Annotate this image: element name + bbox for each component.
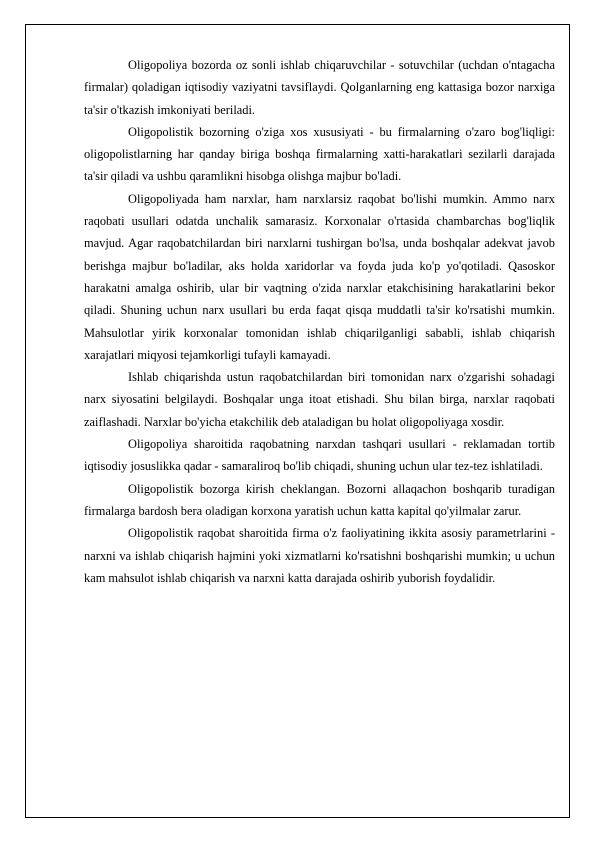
paragraph-market-entry: Oligopolistik bozorga kirish cheklangan. Bozorni allaqachon boshqarib turadigan firmalarga bardosh bera oladigan korxona yaratish uchun katta kapital qo'yilmalar zarur. [84,481,555,518]
paragraph-price-competition: Oligopoliyada ham narxlar, ham narxlarsiz raqobat bo'lishi mumkin. Ammo narx raqobati usullari odatda unchalik samarasiz. Korxonalar o'rtasida chambarchas bog'liqlik mavjud. Agar raqobatchilardan biri narxlarni tushirgan bo'lsa, unda boshqalar adekvat javob berishga majbur bo'ladilar, aks holda xaridorlar va foyda juda ko'p yo'qotiladi. Qasoskor harakatni amalga oshirib, ular bir vaqtning o'zida narxlar etakchisining harakatlarini bekor qiladi. Shuning uchun narx usullari bu erda faqat qisqa muddatli ta'sir ko'rsatishi mumkin. Mahsulotlar yirik korxonalar tomonidan ishlab chiqarilganligi sababli, ishlab chiqarish xarajatlari miqyosi tejamkorligi tufayli kamayadi. [84,191,555,362]
document-body [84,54,555,589]
paragraph-interdependence: Oligopolistik bozorning o'ziga xos xususiyati - bu firmalarning o'zaro bog'liqligi: oligopolistlarning har qanday biriga boshqa firmalarning xatti-harakatlari sezilarli darajada ta'sir qiladi va ushbu qaramlikni hisobga olishga majbur bo'ladi. [84,124,555,184]
paragraph-oligopoly-definition: Oligopoliya bozorda oz sonli ishlab chiqaruvchilar - sotuvchilar (uchdan o'ntagacha firmalar) qoladigan iqtisodiy vaziyatni tavsiflaydi. Qolganlarning eng kattasiga bozor narxiga ta'sir o'tkazish imkoniyati beriladi. [84,58,555,117]
paragraph-non-price-competition: Oligopoliya sharoitida raqobatning narxdan tashqari usullari - reklamadan tortib iqtisodiy josuslikka qadar - samaraliroq bo'lib chiqadi, shuning uchun ular tez-tez ishlatiladi. [84,437,555,474]
paragraph-price-leadership: Ishlab chiqarishda ustun raqobatchilardan biri tomonidan narx o'zgarishi sohadagi narx siyosatini belgilaydi. Boshqalar unga itoat etishadi. Shu bilan birga, narxlar raqobati zaiflashadi. Narxlar bo'yicha etakchilik deb ataladigan bu holat oligopoliyaga xosdir. [84,370,555,429]
paragraph-firm-parameters: Oligopolistik raqobat sharoitida firma o'z faoliyatining ikkita asosiy parametrlarini - narxni va ishlab chiqarish hajmini yoki xizmatlarni ko'rsatishni boshqarishi mumkin; u uchun kam mahsulot ishlab chiqarish va narxni katta darajada oshirib yuborish foydalidir. [84,526,555,585]
